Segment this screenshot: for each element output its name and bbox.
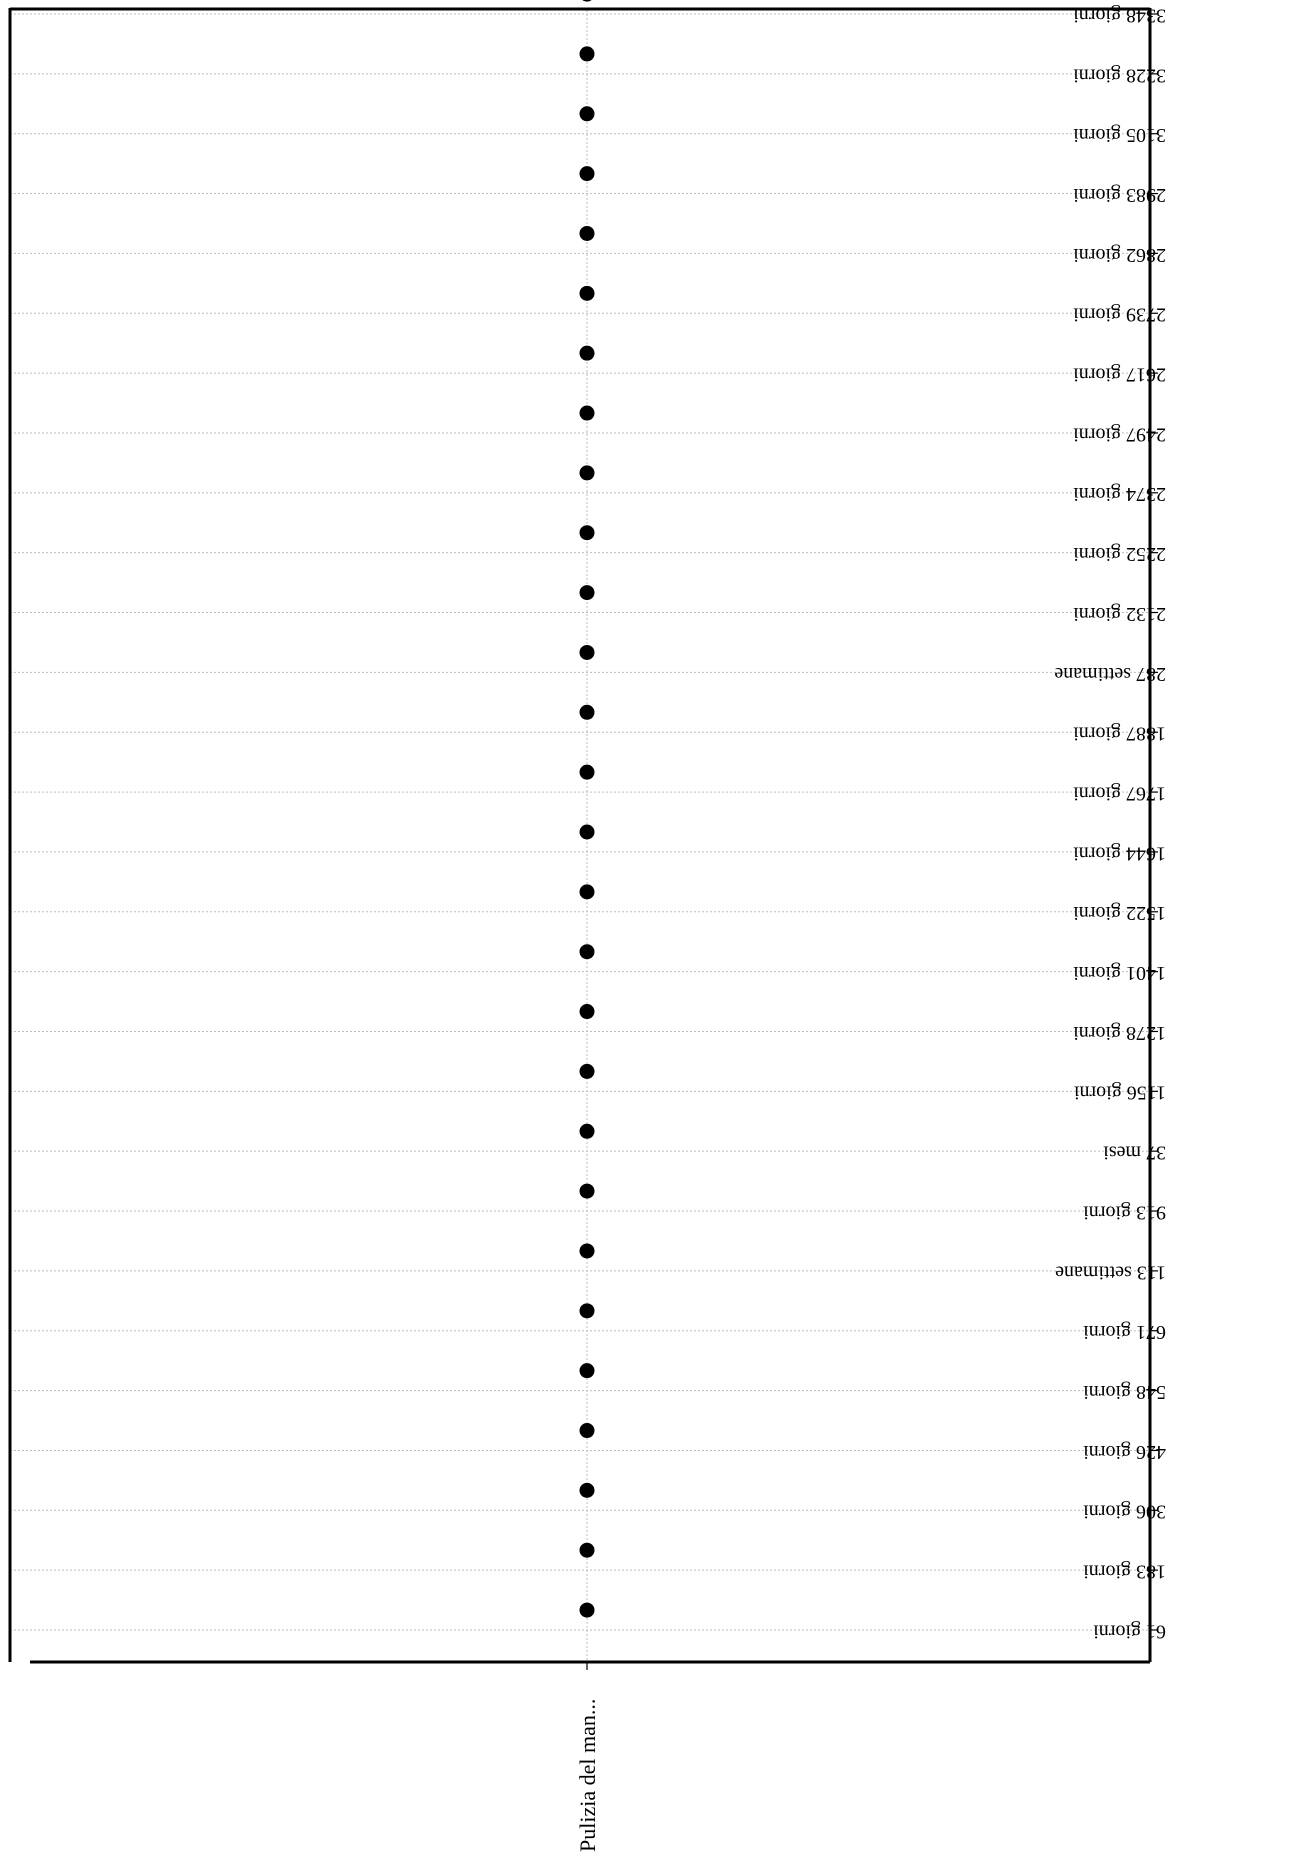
- data-point: [580, 525, 595, 540]
- data-point: [580, 1243, 595, 1258]
- data-point: [580, 1483, 595, 1498]
- y-tick-label: 2252 giorni: [1073, 543, 1166, 566]
- data-point: [580, 944, 595, 959]
- y-tick-label: 1887 giorni: [1073, 722, 1166, 745]
- y-tick-label: 548 giorni: [1083, 1380, 1166, 1403]
- y-tick-label: 37 mesi: [1103, 1141, 1166, 1164]
- y-tick-label: 113 settimane: [1055, 1261, 1166, 1284]
- data-point: [580, 825, 595, 840]
- y-tick-label: 2739 giorni: [1073, 303, 1166, 326]
- y-tick-label: 306 giorni: [1083, 1500, 1166, 1523]
- data-point: [580, 1064, 595, 1079]
- category-label: Pulizia del man...: [575, 1698, 600, 1852]
- y-tick-label: 1644 giorni: [1073, 842, 1166, 865]
- data-point: [580, 705, 595, 720]
- y-tick-label: 1278 giorni: [1073, 1021, 1166, 1044]
- data-point: [580, 1423, 595, 1438]
- data-point: [580, 1124, 595, 1139]
- data-point: [580, 1603, 595, 1618]
- y-tick-label: 1156 giorni: [1073, 1081, 1166, 1104]
- grid-layer: [10, 10, 1150, 1662]
- data-point: [580, 1303, 595, 1318]
- y-tick-label: 2132 giorni: [1073, 602, 1166, 625]
- data-point: [580, 1004, 595, 1019]
- y-tick-label: 61 giorni: [1093, 1620, 1166, 1643]
- y-tick-label: 2617 giorni: [1073, 363, 1166, 386]
- axis-layer: [10, 8, 1150, 1662]
- data-point: [580, 645, 595, 660]
- data-point: [580, 346, 595, 361]
- tick-layer: [587, 14, 1158, 1670]
- y-tick-label: 1522 giorni: [1073, 902, 1166, 925]
- data-point: [580, 585, 595, 600]
- y-tick-label: 1767 giorni: [1073, 782, 1166, 805]
- data-point: [580, 884, 595, 899]
- y-tick-label: 2983 giorni: [1073, 183, 1166, 206]
- data-point: [580, 1184, 595, 1199]
- data-point: [580, 465, 595, 480]
- y-tick-label: 1401 giorni: [1073, 962, 1166, 985]
- y-tick-label: 913 giorni: [1083, 1201, 1166, 1224]
- y-tick-label: 2862 giorni: [1073, 243, 1166, 266]
- y-tick-label: 3348 giorni: [1073, 4, 1166, 27]
- y-tick-label: 2497 giorni: [1073, 423, 1166, 446]
- data-point: [580, 1363, 595, 1378]
- y-tick-label: 671 giorni: [1083, 1321, 1166, 1344]
- y-tick-label: 287 settimane: [1054, 662, 1166, 685]
- data-point: [580, 765, 595, 780]
- y-tick-label: 2374 giorni: [1073, 483, 1166, 506]
- data-point: [580, 106, 595, 121]
- data-point: [580, 46, 595, 61]
- data-point: [580, 166, 595, 181]
- data-point: [580, 406, 595, 421]
- y-tick-label: 426 giorni: [1083, 1440, 1166, 1463]
- y-tick-label: 3228 giorni: [1073, 64, 1166, 87]
- y-tick-label: 3105 giorni: [1073, 124, 1166, 147]
- y-tick-label: 183 giorni: [1083, 1560, 1166, 1583]
- data-point: [580, 1543, 595, 1558]
- label-layer: [575, 4, 1166, 1852]
- data-point: [580, 286, 595, 301]
- data-point: [580, 0, 595, 2]
- data-point: [580, 226, 595, 241]
